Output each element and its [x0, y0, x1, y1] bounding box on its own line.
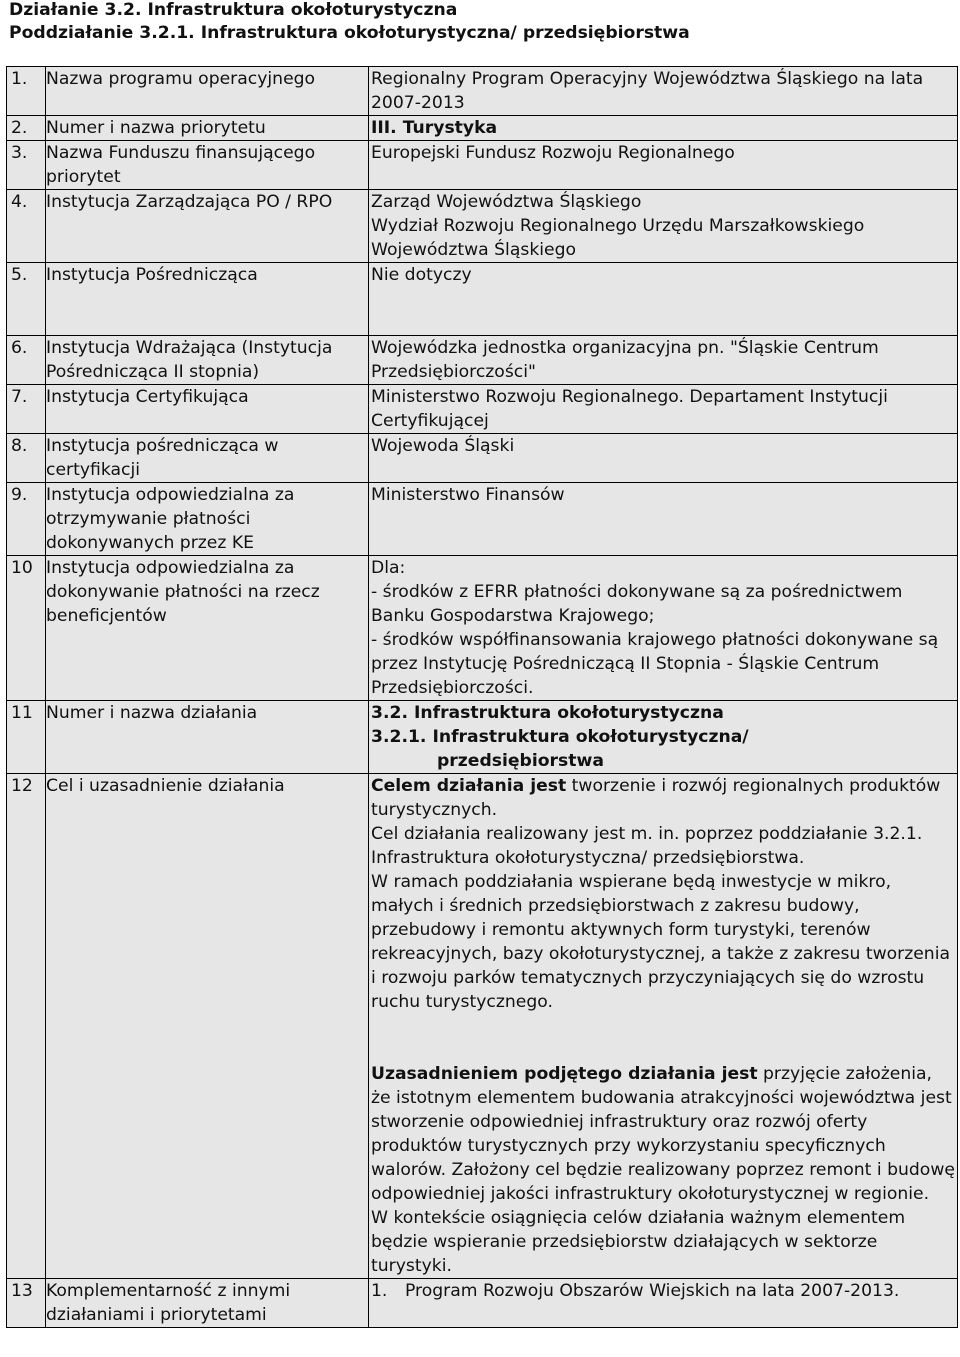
row-label: Instytucja Certyfikująca — [46, 385, 369, 434]
row-number: 3. — [7, 141, 46, 190]
row-label: Instytucja odpowiedzialna za dokonywanie płatności na rzecz beneficjentów — [46, 556, 369, 701]
row-value — [369, 774, 958, 1279]
row-label: Instytucja Wdrażająca (Instytucja Pośrednicząca II stopnia) — [46, 336, 369, 385]
section-title: Działanie 3.2. Infrastruktura okołoturystyczna — [9, 0, 458, 20]
blank-space — [371, 1038, 955, 1062]
subaction-name-continued: przedsiębiorstwa — [437, 751, 604, 771]
info-table — [6, 66, 958, 1328]
justification-lead: Uzasadnieniem podjętego działania jest — [371, 1064, 758, 1084]
row-label: Numer i nazwa priorytetu — [46, 116, 369, 141]
table-row — [7, 116, 958, 141]
row-label: Nazwa programu operacyjnego — [46, 67, 369, 116]
row-number: 8. — [7, 434, 46, 483]
list-item-number: 1. — [371, 1281, 388, 1301]
managing-department: Wydział Rozwoju Regionalnego Urzędu Marszałkowskiego Województwa Śląskiego — [371, 216, 865, 260]
justification-paragraph: W kontekście osiągnięcia celów działania ważnym elementem będzie wspieranie przedsiębiorstw działających w sektorze turystyki. — [371, 1208, 906, 1276]
goal-paragraph: W ramach poddziałania wspierane będą inwestycje w mikro, małych i średnich przedsiębiorstwach z zakresu budowy, przebudowy i remontu aktywnych form turystyki, terenów rekreacyjnych, bazy okołoturystycznej, a także z zakresu tworzenia i rozwoju parków tematycznych przyczyniających się do wzrostu ruchu turystycznego. — [371, 872, 951, 1012]
row-number: 12 — [7, 774, 46, 1279]
row-label: Instytucja Pośrednicząca — [46, 263, 369, 336]
table-row — [7, 385, 958, 434]
row-value — [369, 556, 958, 701]
row-value: Europejski Fundusz Rozwoju Regionalnego — [369, 141, 958, 190]
row-value — [369, 701, 958, 774]
row-label: Numer i nazwa działania — [46, 701, 369, 774]
row-label: Nazwa Funduszu finansującego priorytet — [46, 141, 369, 190]
table-row — [7, 141, 958, 190]
row-value: Regionalny Program Operacyjny Województwa Śląskiego na lata 2007-2013 — [369, 67, 958, 116]
list-item-text: Program Rozwoju Obszarów Wiejskich na lata 2007-2013. — [405, 1281, 900, 1301]
blank-space — [371, 287, 955, 311]
row-label: Instytucja pośrednicząca w certyfikacji — [46, 434, 369, 483]
subsection-title: Poddziałanie 3.2.1. Infrastruktura okołoturystyczna/ przedsiębiorstwa — [9, 23, 690, 43]
row-value: Nie dotyczy — [371, 265, 472, 285]
table-row — [7, 434, 958, 483]
row-number: 5. — [7, 263, 46, 336]
row-value — [369, 1279, 958, 1328]
table-row — [7, 701, 958, 774]
row-number: 9. — [7, 483, 46, 556]
table-row — [7, 336, 958, 385]
row-label: Komplementarność z innymi działaniami i priorytetami — [46, 1279, 369, 1328]
blank-space — [371, 311, 955, 335]
row-value: Wojewódzka jednostka organizacyjna pn. "Śląskie Centrum Przedsiębiorczości" — [369, 336, 958, 385]
blank-space — [371, 1014, 955, 1038]
row-label: Instytucja odpowiedzialna za otrzymywanie płatności dokonywanych przez KE — [46, 483, 369, 556]
list-item — [371, 1279, 955, 1303]
payment-intro: Dla: — [371, 558, 406, 578]
goal-lead: Celem działania jest — [371, 776, 567, 796]
goal-text: tworzenie i rozwój regionalnych produktów turystycznych. — [371, 776, 941, 820]
managing-authority: Zarząd Województwa Śląskiego — [371, 192, 642, 212]
row-number: 2. — [7, 116, 46, 141]
table-row — [7, 556, 958, 701]
row-number: 4. — [7, 190, 46, 263]
row-number: 7. — [7, 385, 46, 434]
table-row — [7, 67, 958, 116]
payment-item: - środków współfinansowania krajowego płatności dokonywane są przez Instytucję Pośredniczącą II Stopnia - Śląskie Centrum Przedsiębiorczości. — [371, 630, 939, 698]
table-row — [7, 1279, 958, 1328]
row-number: 6. — [7, 336, 46, 385]
row-label: Cel i uzasadnienie działania — [46, 774, 369, 1279]
row-value: III. Turystyka — [369, 116, 958, 141]
justification-text: przyjęcie założenia, że istotnym elementem budowania atrakcyjności województwa jest stworzenie odpowiedniej infrastruktury oraz rozwój oferty produktów turystycznych przy wykorzystaniu specyficznych walorów. Założony cel będzie realizowany poprzez remont i budowę odpowiedniej jakości infrastruktury okołoturystycznej w regionie. — [371, 1064, 955, 1204]
row-value: Wojewoda Śląski — [369, 434, 958, 483]
row-number: 13 — [7, 1279, 46, 1328]
row-value — [369, 190, 958, 263]
payment-item: - środków z EFRR płatności dokonywane są za pośrednictwem Banku Gospodarstwa Krajowego; — [371, 582, 903, 626]
row-number: 10 — [7, 556, 46, 701]
subaction-name: 3.2.1. Infrastruktura okołoturystyczna/ — [371, 727, 749, 747]
row-number: 1. — [7, 67, 46, 116]
justification-paragraph — [371, 1062, 955, 1206]
goal-paragraph: Cel działania realizowany jest m. in. poprzez poddziałanie 3.2.1. Infrastruktura okołoturystyczna/ przedsiębiorstwa. — [371, 824, 923, 868]
table-row — [7, 190, 958, 263]
row-value: Ministerstwo Rozwoju Regionalnego. Departament Instytucji Certyfikującej — [369, 385, 958, 434]
table-row — [7, 483, 958, 556]
row-value: Ministerstwo Finansów — [369, 483, 958, 556]
goal-paragraph — [371, 774, 955, 822]
row-number: 11 — [7, 701, 46, 774]
action-name: 3.2. Infrastruktura okołoturystyczna — [371, 703, 724, 723]
row-label: Instytucja Zarządzająca PO / RPO — [46, 190, 369, 263]
table-row — [7, 263, 958, 336]
table-row — [7, 774, 958, 1279]
